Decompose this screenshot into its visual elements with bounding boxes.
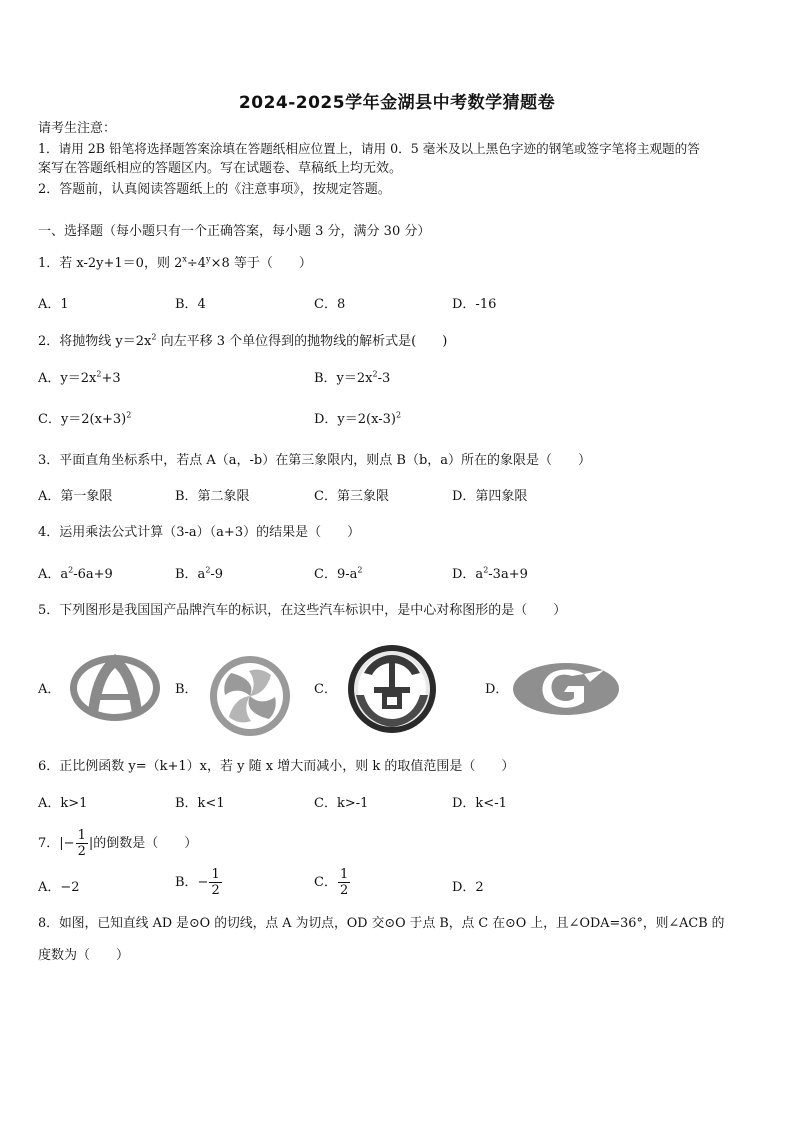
question-7-stem: 7． |− $\frac{1}{2}$ |的倒数是（ ） xyxy=(38,828,198,859)
car-logo-c[interactable] xyxy=(344,643,440,735)
question-6-stem: 6．正比例函数 y=（k+1）x，若 y 随 x 增大而减小，则 k 的取值范围是（ ） xyxy=(38,759,515,774)
notice-item-1-line-1: 1．请用 2B 铅笔将选择题答案涂填在答题纸相应位置上，请用 0．5 毫米及以上黑色字迹的钢笔或签字笔将主观题的答 xyxy=(38,141,700,156)
question-5-option-a[interactable]: A． xyxy=(38,682,61,697)
notice-heading: 请考生注意： xyxy=(38,121,117,136)
page-title: 2024-2025学年金湖县中考数学猜题卷 xyxy=(238,93,556,113)
question-3-stem: 3．平面直角坐标系中，若点 A（a，-b）在第三象限内，则点 B（b，a）所在的象限是（ ） xyxy=(38,453,592,468)
question-4-option-b[interactable]: B．$a^2-9$ xyxy=(175,565,224,582)
notice-item-1-line-2: 案写在答题纸相应的答题区内。写在试题卷、草稿纸上均无效。 xyxy=(38,161,403,176)
question-3-option-a[interactable]: A．第一象限 xyxy=(38,489,113,504)
fraction: $\frac{1}{2}$ xyxy=(211,867,220,898)
question-5-stem: 5．下列图形是我国国产品牌汽车的标识，在这些汽车标识中，是中心对称图形的是（ ） xyxy=(38,603,567,618)
car-logo-a[interactable] xyxy=(68,648,162,724)
question-1-option-b[interactable]: B．4 xyxy=(175,297,206,312)
question-1-stem: 1．若 x-2y+1＝0，则 $2^x\div 4^y\times 8$ 等于（ ） xyxy=(38,254,312,271)
question-5-option-b[interactable]: B． xyxy=(175,682,198,697)
fraction: $\frac{1}{2}$ xyxy=(77,828,86,859)
question-3-option-b[interactable]: B．第二象限 xyxy=(175,489,250,504)
question-1-option-d[interactable]: D．-16 xyxy=(452,297,497,312)
question-6-option-d[interactable]: D．k<-1 xyxy=(452,796,507,811)
question-7-option-b[interactable]: B．− $\frac{1}{2}$ xyxy=(175,867,220,898)
question-2-option-d[interactable]: D．$y=2(x-3)^2$ xyxy=(314,410,402,427)
car-logo-b[interactable] xyxy=(207,655,293,737)
question-4-option-a[interactable]: A．$a^2-6a+9$ xyxy=(38,565,113,582)
question-7-option-a[interactable]: A．−2 xyxy=(38,880,80,895)
section-heading: 一、选择题（每小题只有一个正确答案，每小题 3 分，满分 30 分） xyxy=(38,224,431,239)
question-4-stem: 4．运用乘法公式计算（3-a）（a+3）的结果是（ ） xyxy=(38,525,361,540)
question-2-option-a[interactable]: A．$y=2x^2+3$ xyxy=(38,369,121,386)
question-4-option-c[interactable]: C．$9-a^2$ xyxy=(314,565,363,582)
car-logo-d[interactable] xyxy=(512,662,620,716)
question-7-option-c[interactable]: C． $\frac{1}{2}$ xyxy=(314,867,349,898)
question-5-option-d[interactable]: D． xyxy=(485,682,509,697)
question-1-option-c[interactable]: C．8 xyxy=(314,297,346,312)
question-1-option-a[interactable]: A．1 xyxy=(38,297,69,312)
question-3-option-d[interactable]: D．第四象限 xyxy=(452,489,528,504)
question-2-option-c[interactable]: C．$y=2(x+3)^2$ xyxy=(38,410,132,427)
question-7-option-d[interactable]: D．2 xyxy=(452,880,484,895)
question-2-option-b[interactable]: B．$y=2x^2-3$ xyxy=(314,369,391,386)
fraction: $\frac{1}{2}$ xyxy=(339,867,349,898)
question-6-option-a[interactable]: A．k>1 xyxy=(38,796,88,811)
question-5-option-c[interactable]: C． xyxy=(314,682,337,697)
question-6-option-c[interactable]: C．k>-1 xyxy=(314,796,369,811)
question-3-option-c[interactable]: C．第三象限 xyxy=(314,489,389,504)
question-4-option-d[interactable]: D．$a^2-3a+9$ xyxy=(452,565,528,582)
question-6-option-b[interactable]: B．k<1 xyxy=(175,796,225,811)
question-8-stem-line-1: 8．如图，已知直线 AD 是⊙O 的切线，点 A 为切点，OD 交⊙O 于点 B，点 C 在⊙O 上，且∠ODA=36°，则∠ACB 的 xyxy=(38,916,725,931)
notice-item-2: 2．答题前，认真阅读答题纸上的《注意事项》，按规定答题。 xyxy=(38,182,391,197)
question-2-stem: 2．将抛物线 $y=2x^2$ 向左平移 3 个单位得到的抛物线的解析式是( ) xyxy=(38,332,448,349)
question-8-stem-line-2: 度数为（ ） xyxy=(38,948,130,963)
